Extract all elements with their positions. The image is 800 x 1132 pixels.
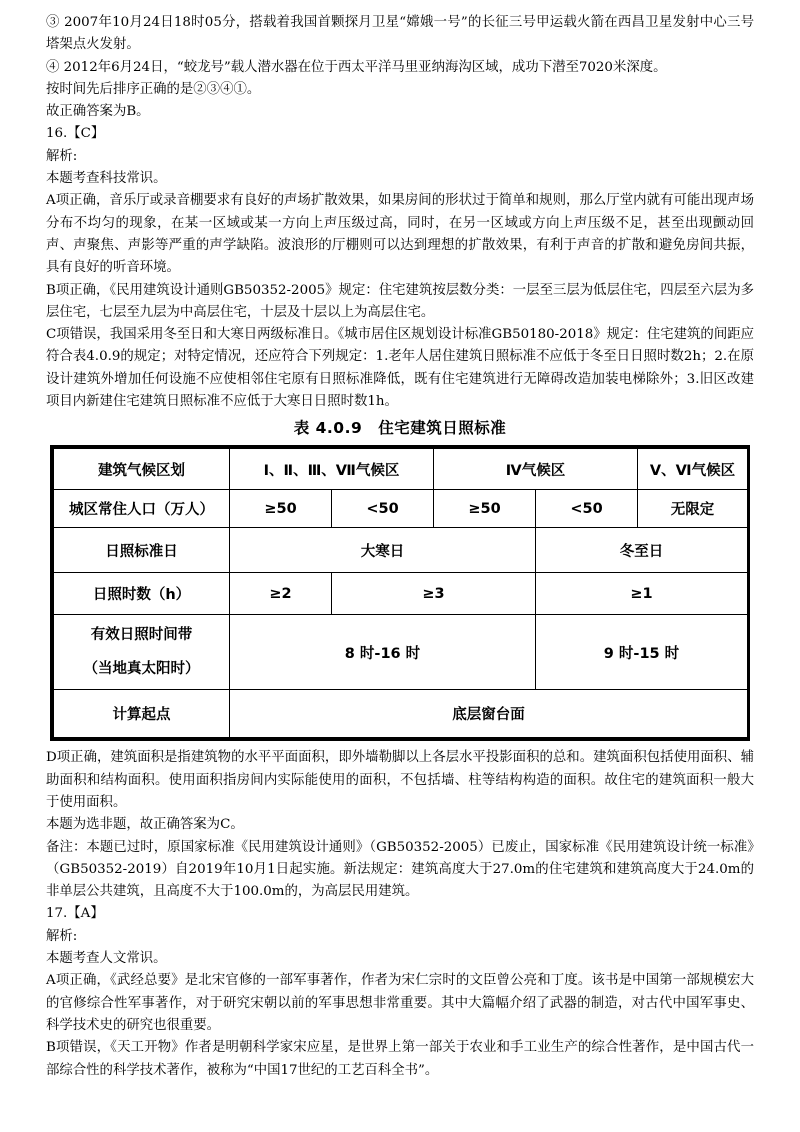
paragraph: D项正确，建筑面积是指建筑物的水平平面面积，即外墙勒脚以上各层水平投影面积的总和。建筑面积包括使用面积、辅助面积和结构面积。使用面积指房间内实际能使用的面积，不包括墙、柱等结构构造的面积。故住宅的建筑面积一般大于使用面积。: [46, 750, 754, 810]
table-cell-line: 有效日照时间带: [90, 627, 193, 644]
sunlight-standard-table: [50, 445, 750, 741]
table-row: [54, 449, 748, 490]
paragraph: 本题考查科技常识。: [46, 171, 167, 187]
analysis-label: 解析:: [46, 928, 78, 944]
table-caption: 表 4.0.9 住宅建筑日照标准: [293, 419, 507, 438]
answer-line: 故正确答案为B。: [46, 104, 150, 120]
table-row: [54, 615, 748, 690]
table-cell: 9 时-15 时: [536, 615, 748, 690]
table-cell: 计算起点: [54, 690, 230, 738]
table-cell-line: （当地真太阳时）: [83, 661, 200, 678]
paragraph: A项正确，《武经总要》是北宋官修的一部军事著作，作者为宋仁宗时的文臣曾公亮和丁度。该书是中国第一部规模宏大的官修综合性军事著作，对于研究宋朝以前的军事思想非常重要。其中大篇幅介绍了武器的制造，对古代中国军事史、科学技术史的研究也很重要。: [46, 973, 754, 1033]
table-cell: Ⅴ、Ⅵ气候区: [638, 449, 748, 490]
table-row: [54, 528, 748, 573]
table-row: [54, 573, 748, 615]
paragraph: A项正确，音乐厅或录音棚要求有良好的声场扩散效果，如果房间的形状过于简单和规则，那么厅堂内就有可能出现声场分布不均匀的现象，在某一区域或某一方向上声压级过高，同时，在另一区域或方向上声压级不足，甚至出现颤动回声、声聚焦、声影等严重的声学缺陷。波浪形的厅棚则可以达到理想的扩散效果，有利于声音的扩散和避免房间共振，具有良好的听音环境。: [46, 193, 754, 276]
table-cell: 底层窗台面: [230, 690, 748, 738]
table-cell: 8 时-16 时: [230, 615, 536, 690]
document-page: [46, 12, 754, 1082]
paragraph: B项错误，《天工开物》作者是明朝科学家宋应星，是世界上第一部关于农业和手工业生产的综合性著作，是中国古代一部综合性的科学技术著作，被称为“中国17世纪的工艺百科全书”。: [46, 1040, 754, 1078]
table-cell: <50: [536, 490, 638, 528]
paragraph: ③ 2007年10月24日18时05分，搭载着我国首颗探月卫星“嫦娥一号”的长征三号甲运载火箭在西昌卫星发射中心三号塔架点火发射。: [46, 15, 754, 53]
paragraph: C项错误，我国采用冬至日和大寒日两级标准日。《城市居住区规划设计标准GB50180-2018》规定：住宅建筑的间距应符合表4.0.9的规定；对特定情况，还应符合下列规定：1.老年人居住建筑日照标准不应低于冬至日日照时数2h；2.在原设计建筑外增加任何设施不应使相邻住宅原有日照标准降低，既有住宅建筑进行无障碍改造加装电梯除外；3.旧区改建项目内新建住宅建筑日照标准不应低于大寒日日照时数1h。: [46, 327, 754, 410]
paragraph: ④ 2012年6月24日，“蛟龙号”载人潜水器在位于西太平洋马里亚纳海沟区域，成功下潜至7020米深度。: [46, 59, 667, 75]
table-cell: ≥50: [230, 490, 332, 528]
table-cell: ≥2: [230, 573, 332, 615]
question-number: 17.【A】: [46, 906, 104, 922]
table-cell: 建筑气候区划: [54, 449, 230, 490]
table-cell: 日照标准日: [54, 528, 230, 573]
analysis-label: 解析:: [46, 148, 78, 164]
table-cell: <50: [332, 490, 434, 528]
table-cell: 无限定: [638, 490, 748, 528]
paragraph: 本题考查人文常识。: [46, 951, 167, 967]
table-cell: ≥1: [536, 573, 748, 615]
answer-line: 本题为选非题，故正确答案为C。: [46, 817, 244, 833]
question-number: 16.【C】: [46, 126, 105, 142]
table-row: [54, 490, 748, 528]
table-cell: ≥3: [332, 573, 536, 615]
table-cell: [54, 615, 230, 690]
table-cell: 日照时数（h）: [54, 573, 230, 615]
table-cell: 大寒日: [230, 528, 536, 573]
table-cell: ≥50: [434, 490, 536, 528]
paragraph: B项正确，《民用建筑设计通则GB50352-2005》规定：住宅建筑按层数分类：一层至三层为低层住宅，四层至六层为多层住宅，七层至九层为中高层住宅，十层及十层以上为高层住宅。: [46, 282, 754, 320]
table-row: [54, 690, 748, 738]
table-cell: 城区常住人口（万人）: [54, 490, 230, 528]
table-cell: Ⅰ、Ⅱ、Ⅲ、Ⅶ气候区: [230, 449, 434, 490]
table-cell: 冬至日: [536, 528, 748, 573]
paragraph: 按时间先后排序正确的是②③④①。: [46, 81, 261, 97]
table-cell: Ⅳ气候区: [434, 449, 638, 490]
paragraph: 备注：本题已过时，原国家标准《民用建筑设计通则》（GB50352-2005）已废止，国家标准《民用建筑设计统一标准》（GB50352-2019）自2019年10月1日起实施。新法规定：建筑高度大于27.0m的住宅建筑和建筑高度大于24.0m的非单层公共建筑，且高度不大于100.0m的，为高层民用建筑。: [46, 839, 754, 900]
